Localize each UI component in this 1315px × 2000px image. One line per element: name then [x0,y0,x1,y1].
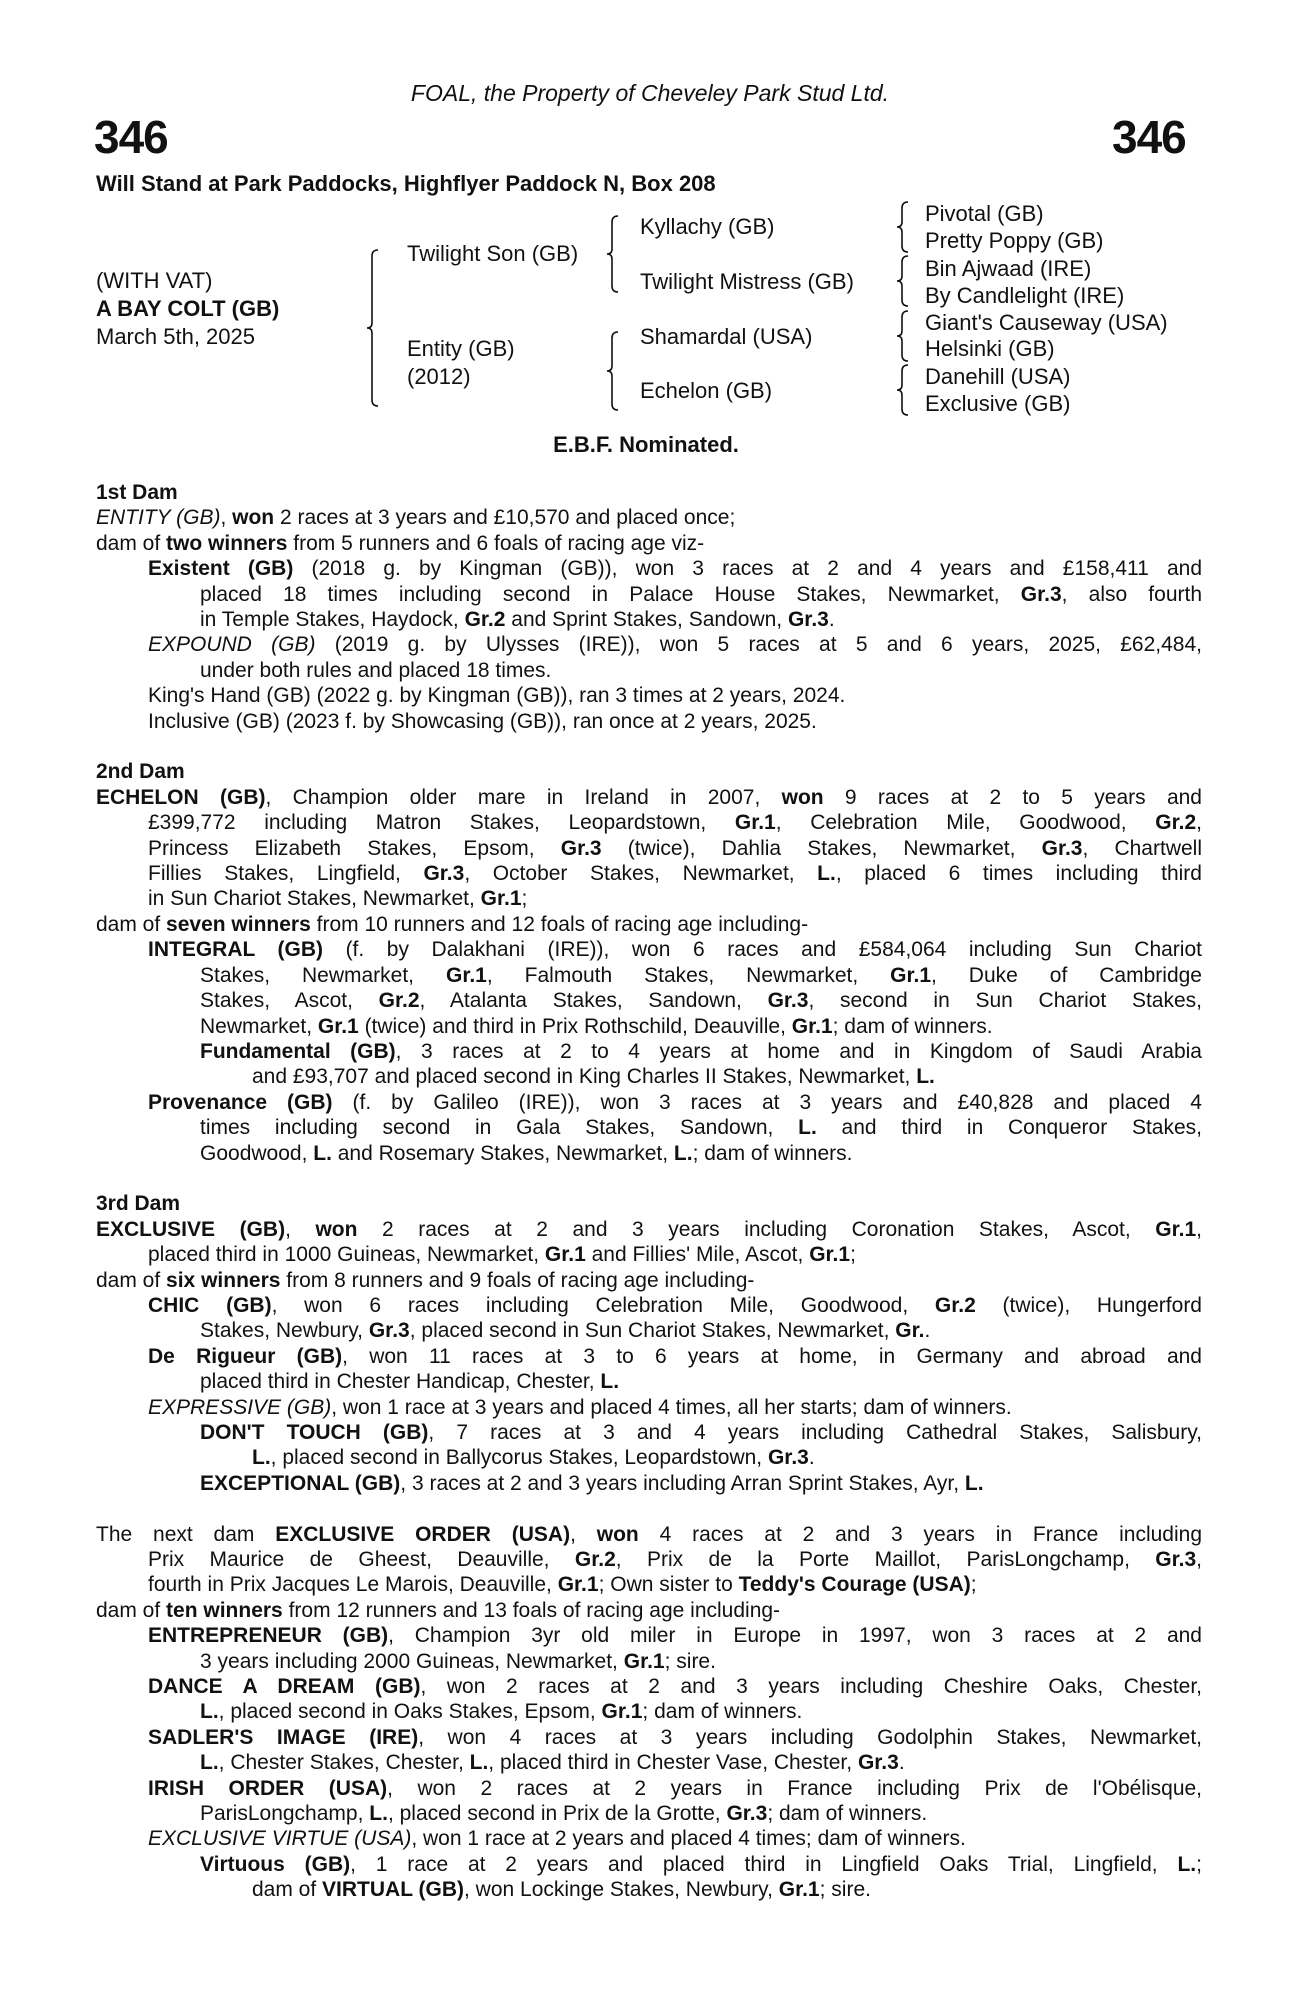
text-run: , won 11 races at 3 to 6 years at home, in Germany and abroad and [342,1344,1202,1368]
bold-text: Gr.1 [623,1649,665,1673]
text-run: . [828,608,835,632]
text-run: Goodwood, [200,1141,314,1165]
sire-dam: Twilight Mistress (GB) [640,269,854,294]
text-line [96,1217,1202,1242]
italic-text: EXPOUND (GB) [148,633,316,657]
text-run: (f. by Galileo (IRE)), won 3 races at 3 years and £40,828 and placed 4 [332,1090,1202,1114]
brace-icon [606,216,620,292]
text-line [200,963,1202,988]
bold-text: Gr.1 [791,1014,833,1038]
bold-text: Existent (GB) [148,557,294,581]
text-run: and Fillies' Mile, Ascot, [585,1243,810,1267]
text-run: and third in Conqueror Stakes, [816,1116,1203,1140]
text-run: , October Stakes, Newmarket, [464,862,818,886]
bold-text: Gr.3 [1020,582,1062,606]
bold-text: Gr.3 [857,1751,899,1775]
text-line [200,1801,1202,1826]
text-line [200,582,1202,607]
text-run: (twice), Hungerford [975,1293,1202,1317]
bold-text: L. [600,1370,620,1394]
text-run: ; [970,1573,977,1597]
text-line [200,1420,1202,1445]
text-line [148,556,1202,581]
bold-text: L. [200,1700,219,1724]
text-run: , won 1 race at 2 years and placed 4 times; dam of winners. [411,1827,966,1851]
produce-entry [96,785,1202,912]
text-run: , Duke of Cambridge [931,963,1202,987]
dam-section [96,759,1202,1166]
text-run: £399,772 including Matron Stakes, Leopardstown, [148,811,735,835]
text-run: ; sire. [664,1649,716,1673]
produce-entry [96,1674,1202,1725]
bold-text: Gr. [895,1319,925,1343]
text-run: Newmarket, [200,1014,318,1038]
produce-entry [96,505,1202,530]
text-run: ; dam of winners. [692,1141,853,1165]
bold-text: Gr.1 [809,1243,851,1267]
produce-entry [96,937,1202,1039]
bold-text: L. [916,1065,935,1089]
bold-text: EXCLUSIVE ORDER (USA) [275,1522,571,1546]
gen4-ancestor: By Candlelight (IRE) [925,283,1125,308]
text-run: placed third in Chester Handicap, Chester, [200,1370,601,1394]
bold-text: DON'T TOUCH (GB) [200,1421,429,1444]
text-line [148,632,1202,657]
gen4-ancestor: Giant's Causeway (USA) [925,310,1168,335]
lot-number-left: 346 [94,111,168,163]
text-run: . [924,1319,931,1343]
bold-text: won [315,1217,358,1241]
text-run: dam of [96,1268,167,1292]
produce-entry [96,1090,1202,1166]
text-run: , won 1 race at 3 years and placed 4 times, all her starts; dam of winners. [331,1395,1012,1419]
brace-icon [896,365,910,415]
text-run: fourth in Prix Jacques Le Marois, Deauville, [148,1573,558,1597]
dam: Entity (GB) [407,336,515,361]
bold-text: Gr.2 [574,1548,616,1572]
vat-note: (WITH VAT) [96,268,213,293]
bold-text: Gr.3 [787,608,829,632]
text-run: placed third in 1000 Guineas, Newmarket, [148,1243,545,1267]
text-line [148,709,1202,734]
produce-entry [96,1852,1202,1903]
produce-record [96,480,1202,1928]
produce-entry [96,1268,1202,1293]
text-line [148,1826,1202,1851]
section-heading: 2nd Dam [96,760,185,784]
text-run: King's Hand (GB) (2022 g. by Kingman (GB)), ran 3 times at 2 years, 2024. [148,684,846,708]
text-line [200,988,1202,1013]
dam-section [96,1191,1202,1496]
text-line [200,607,1202,632]
bold-text: De Rigueur (GB) [148,1344,343,1368]
produce-entry [96,1598,1202,1623]
dam-dam: Echelon (GB) [640,378,773,403]
text-run: ; sire. [819,1878,871,1902]
produce-entry [96,1344,1202,1395]
ebf-nominated: E.B.F. Nominated. [553,432,739,457]
text-run: dam of [252,1878,323,1902]
produce-entry [96,632,1202,683]
text-line [96,531,1202,556]
text-run: 9 races at 2 to 5 years and [823,785,1202,809]
text-run: 2 races at 3 years and £10,570 and placed once; [274,506,736,530]
gen4-ancestor: Exclusive (GB) [925,391,1071,416]
bold-text: Gr.1 [317,1014,359,1038]
produce-entry [96,1395,1202,1420]
text-run: , 3 races at 2 to 4 years at home and in Kingdom of Saudi Arabia [395,1039,1202,1063]
bold-text: L. [817,862,836,886]
text-run: , [220,506,233,530]
bold-text: Gr.3 [423,862,465,886]
text-line [148,937,1202,962]
text-line [148,1623,1202,1648]
text-line [200,1014,1202,1039]
text-run: , placed second in Prix de la Grotte, [387,1802,727,1826]
text-line [148,836,1202,861]
text-line [200,1318,1202,1343]
bold-text: Gr.1 [601,1700,643,1724]
text-run: ; Own sister to [598,1573,739,1597]
bold-text: L. [252,1446,271,1470]
bold-text: Gr.3 [560,836,602,860]
text-line [200,1369,1202,1394]
bold-text: Gr.1 [480,887,522,911]
bold-text: Fundamental (GB) [200,1039,396,1063]
text-line [200,658,1202,683]
text-run: (2019 g. by Ulysses (IRE)), won 5 races at 5 and 6 years, 2025, £62,484, [315,633,1202,657]
gen4-ancestor: Pivotal (GB) [925,201,1044,226]
bold-text: INTEGRAL (GB) [148,938,323,962]
text-run: from 12 runners and 13 foals of racing age including- [282,1598,781,1622]
text-run: 4 races at 2 and 3 years in France including [638,1522,1202,1546]
bold-text: Gr.1 [445,963,487,987]
section-heading: 3rd Dam [96,1192,181,1216]
text-run: , 7 races at 3 and 4 years including Cathedral Stakes, Salisbury, [428,1421,1202,1444]
text-line [252,1877,1202,1902]
brace-icon [896,256,910,306]
produce-entry [96,1522,1202,1598]
italic-text: EXCLUSIVE VIRTUE (USA) [148,1827,412,1851]
bold-text: Gr.1 [544,1243,586,1267]
bold-text: two winners [166,531,288,555]
bold-text: ECHELON (GB) [96,785,266,809]
dam-section [96,480,1202,734]
text-line [148,1090,1202,1115]
bold-text: Virtuous (GB) [200,1852,351,1876]
text-run: , [1196,811,1203,835]
bold-text: Gr.3 [767,1446,809,1470]
text-line [148,1674,1202,1699]
text-line [148,810,1202,835]
bold-text: won [596,1522,639,1546]
bold-text: SADLER'S IMAGE (IRE) [148,1725,419,1749]
text-run: dam of [96,912,167,936]
produce-entry [96,683,1202,708]
text-line [148,1776,1202,1801]
bold-text: Gr.2 [378,989,420,1013]
produce-entry [96,531,1202,556]
text-line [252,1445,1202,1470]
bold-text: L. [964,1471,984,1495]
text-run: , Chester Stakes, Chester, [218,1751,470,1775]
text-line [200,1750,1202,1775]
produce-entry [96,1471,1202,1496]
text-run: under both rules and placed 18 times. [200,658,552,682]
text-line [200,1141,1202,1166]
text-run: from 8 runners and 9 foals of racing age including- [280,1268,755,1292]
text-line [252,1064,1202,1089]
bold-text: EXCEPTIONAL (GB) [200,1471,401,1495]
produce-entry [96,1217,1202,1268]
bold-text: Gr.1 [1155,1217,1197,1241]
text-run: (f. by Dalakhani (IRE)), won 6 races and £584,064 including Sun Chariot [323,938,1202,962]
produce-entry [96,1293,1202,1344]
bold-text: six winners [166,1268,281,1292]
sire: Twilight Son (GB) [407,241,579,266]
bold-text: L. [673,1141,693,1165]
text-run: (2018 g. by Kingman (GB)), won 3 races at 2 and 4 years and £158,411 and [293,557,1202,581]
text-run: from 10 runners and 12 foals of racing age including- [310,912,809,936]
text-run: in Temple Stakes, Haydock, [200,608,465,632]
produce-entry [96,1725,1202,1776]
text-run: placed 18 times including second in Palace House Stakes, Newmarket, [200,582,1021,606]
text-line [96,1598,1202,1623]
text-run: Inclusive (GB) (2023 f. by Showcasing (GB)), ran once at 2 years, 2025. [148,709,817,733]
text-run: , [1196,1217,1202,1241]
bold-text: Gr.1 [557,1573,599,1597]
produce-entry [96,1623,1202,1674]
text-run: , 1 race at 2 years and placed third in Lingfield Oaks Trial, Lingfield, [350,1852,1178,1876]
text-line [148,1547,1202,1572]
sire-sire: Kyllachy (GB) [640,214,775,239]
text-run: , 3 races at 2 and 3 years including Arran Sprint Stakes, Ayr, [400,1471,965,1495]
text-line [148,1293,1202,1318]
text-run: , [570,1522,597,1546]
bold-text: L. [469,1751,489,1775]
bold-text: Gr.3 [726,1802,768,1826]
date-of-birth: March 5th, 2025 [96,324,255,349]
text-run: , won 2 races at 2 and 3 years including Cheshire Oaks, Chester, [420,1675,1202,1699]
text-run: , Prix de la Porte Maillot, ParisLongchamp, [615,1548,1156,1572]
text-line [148,1344,1202,1369]
bold-text: Provenance (GB) [148,1090,333,1114]
dam-year: (2012) [407,364,471,389]
text-run: ParisLongchamp, [200,1802,370,1826]
text-run: . [808,1446,815,1470]
bold-text: Gr.3 [368,1319,410,1343]
text-line [96,1522,1202,1547]
text-run: ; [850,1243,856,1267]
brace-icon [366,250,380,406]
text-run: , second in Sun Chariot Stakes, [808,989,1202,1013]
bold-text: Gr.2 [1155,811,1197,835]
text-line [148,886,1202,911]
text-run: , won 2 races at 2 years in France including Prix de l'Obélisque, [387,1776,1203,1800]
text-run: from 5 runners and 6 foals of racing age viz- [287,531,705,555]
text-run: and Sprint Stakes, Sandown, [505,608,788,632]
produce-entry [96,1776,1202,1827]
text-run: Stakes, Newbury, [200,1319,369,1343]
text-line [148,683,1202,708]
gen4-ancestor: Pretty Poppy (GB) [925,228,1104,253]
text-run: , placed 6 times including third [835,862,1202,886]
text-run: , Champion older mare in Ireland in 2007, [265,785,782,809]
bold-text: seven winners [166,912,311,936]
produce-entry [96,1826,1202,1851]
text-run: , Chartwell [1082,836,1202,860]
text-run: ; dam of winners. [767,1802,928,1826]
text-run: dam of [96,1598,167,1622]
lot-name: A BAY COLT (GB) [96,296,280,321]
text-line [148,1395,1202,1420]
text-run: The next dam [96,1522,276,1546]
bold-text: L. [313,1141,332,1165]
text-run: in Sun Chariot Stakes, Newmarket, [148,887,481,911]
bold-text: Gr.2 [934,1293,976,1317]
brace-icon [896,311,910,361]
text-run: Stakes, Ascot, [200,989,379,1013]
produce-entry [96,912,1202,937]
text-run: , Celebration Mile, Goodwood, [775,811,1156,835]
bold-text: L. [369,1802,388,1826]
text-run: , won 4 races at 3 years including Godolphin Stakes, Newmarket, [418,1725,1202,1749]
brace-icon [606,332,620,410]
text-line [200,1852,1202,1877]
bold-text: Gr.3 [1041,836,1083,860]
text-line [96,1268,1202,1293]
section-heading: 1st Dam [96,481,178,504]
text-run: Princess Elizabeth Stakes, Epsom, [148,836,561,860]
text-run: and £93,707 and placed second in King Charles II Stakes, Newmarket, [252,1065,917,1089]
produce-entry [96,556,1202,632]
produce-entry [96,1039,1202,1090]
bold-text: Gr.3 [767,989,809,1013]
bold-text: won [781,785,824,809]
text-run: times including second in Gala Stakes, Sandown, [200,1116,799,1140]
produce-entry [96,709,1202,734]
text-run: (twice) and third in Prix Rothschild, Deauville, [358,1014,792,1038]
text-run: ; [1196,1852,1202,1876]
gen4-ancestor: Danehill (USA) [925,364,1071,389]
stand-location: Will Stand at Park Paddocks, Highflyer Paddock N, Box 208 [96,171,716,196]
text-run: Stakes, Newmarket, [200,963,446,987]
text-line [200,1039,1202,1064]
text-line [148,1242,1202,1267]
text-run: , placed second in Oaks Stakes, Epsom, [218,1700,602,1724]
bold-text: L. [200,1751,219,1775]
bold-text: CHIC (GB) [148,1293,272,1317]
bold-text: DANCE A DREAM (GB) [148,1675,421,1699]
text-run: . [898,1751,905,1775]
text-run: , [285,1217,316,1241]
dam-section [96,1522,1202,1903]
text-run: ; dam of winners. [642,1700,803,1724]
bold-text: EXCLUSIVE (GB) [96,1217,286,1241]
text-run: and Rosemary Stakes, Newmarket, [331,1141,674,1165]
lot-number-right: 346 [1112,111,1186,163]
dam-sire: Shamardal (USA) [640,324,813,349]
bold-text: Teddy's Courage (USA) [738,1573,971,1597]
gen4-ancestor: Bin Ajwaad (IRE) [925,256,1092,281]
text-run: , Falmouth Stakes, Newmarket, [486,963,891,987]
text-line [96,505,1202,530]
text-run: , Champion 3yr old miler in Europe in 1997, won 3 races at 2 and [388,1624,1202,1648]
gen4-ancestor: Helsinki (GB) [925,336,1055,361]
bold-text: VIRTUAL (GB) [322,1878,464,1902]
text-run: , placed second in Ballycorus Stakes, Leopardstown, [270,1446,768,1470]
produce-entry [96,1420,1202,1471]
text-run: (twice), Dahlia Stakes, Newmarket, [601,836,1042,860]
text-run: dam of [96,531,167,555]
text-run: ; [521,887,528,911]
text-line [96,912,1202,937]
text-line [96,785,1202,810]
text-run: Prix Maurice de Gheest, Deauville, [148,1548,575,1572]
bold-text: won [232,506,275,530]
text-run: 2 races at 2 and 3 years including Coronation Stakes, Ascot, [357,1217,1156,1241]
bold-text: ENTREPRENEUR (GB) [148,1624,389,1648]
text-line [148,1725,1202,1750]
bold-text: L. [798,1116,817,1140]
text-run: 3 years including 2000 Guineas, Newmarket, [200,1649,624,1673]
text-run: Fillies Stakes, Lingfield, [148,862,424,886]
brace-icon [896,202,910,252]
text-run: , Atalanta Stakes, Sandown, [419,989,768,1013]
text-run: , won 6 races including Celebration Mile, Goodwood, [271,1293,935,1317]
bold-text: Gr.2 [464,608,506,632]
text-line [200,1699,1202,1724]
bold-text: ten winners [166,1598,283,1622]
bold-text: IRISH ORDER (USA) [148,1776,388,1800]
text-line [148,1572,1202,1597]
text-line [200,1649,1202,1674]
text-run: , also fourth [1061,582,1203,606]
text-run: , placed third in Chester Vase, Chester, [488,1751,858,1775]
text-line [148,861,1202,886]
bold-text: L. [1177,1852,1197,1876]
text-run: , won Lockinge Stakes, Newbury, [463,1878,779,1902]
text-run: ; dam of winners. [832,1014,993,1038]
bold-text: Gr.3 [1155,1548,1197,1572]
bold-text: Gr.1 [778,1878,820,1902]
bold-text: Gr.1 [890,963,932,987]
text-run: , [1196,1548,1203,1572]
catalogue-header: FOAL, the Property of Cheveley Park Stud Ltd. [410,80,890,106]
bold-text: Gr.1 [734,811,776,835]
text-run: , placed second in Sun Chariot Stakes, Newmarket, [409,1319,896,1343]
italic-text: EXPRESSIVE (GB) [148,1395,332,1419]
text-line [200,1115,1202,1140]
italic-text: ENTITY (GB) [96,506,221,530]
text-line [200,1471,1202,1496]
